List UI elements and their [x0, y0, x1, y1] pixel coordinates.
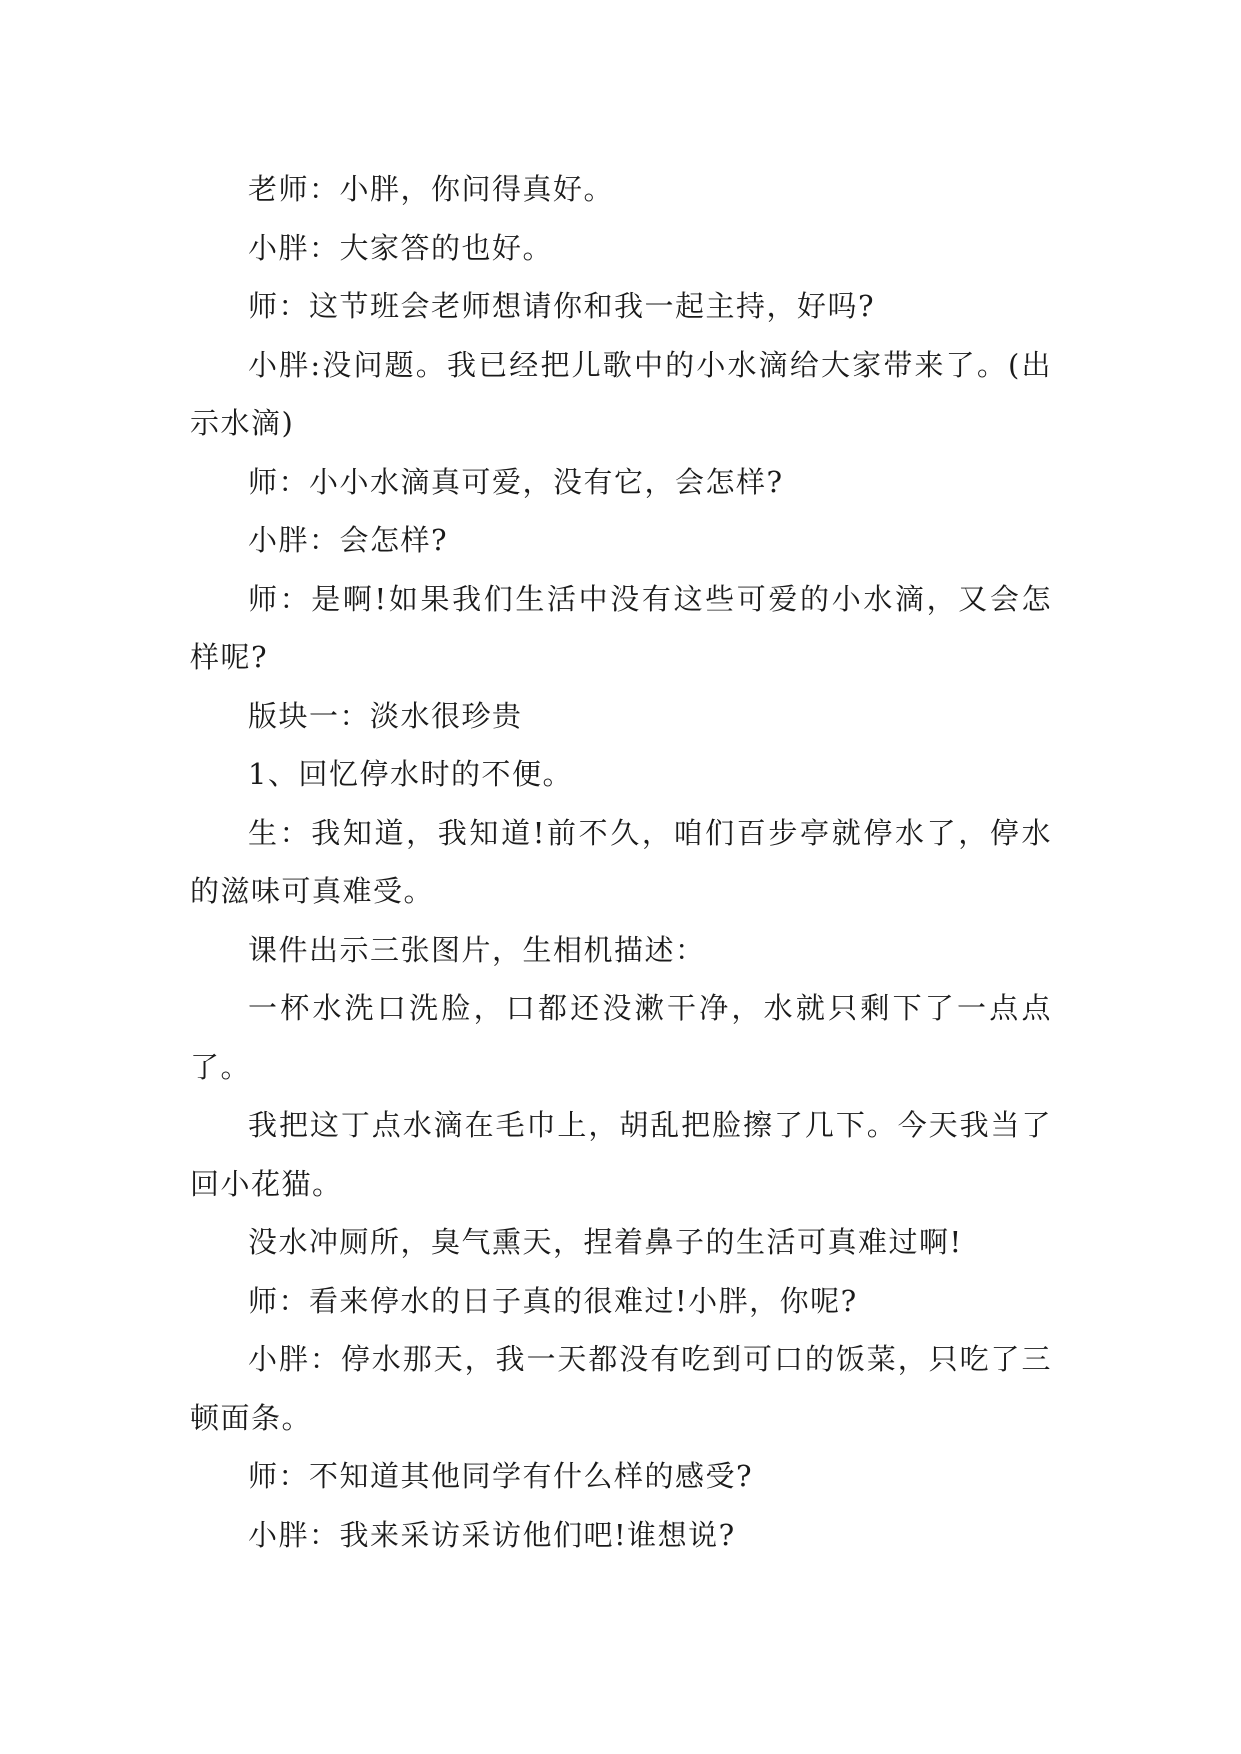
- paragraph: 小胖：大家答的也好。: [248, 230, 554, 265]
- paragraph: 我把这丁点水滴在毛巾上，胡乱把脸擦了几下。今天我当了回小花猫。: [190, 1108, 1052, 1201]
- paragraph: 师：不知道其他同学有什么样的感受?: [248, 1459, 754, 1493]
- paragraph: 小胖：我来采访采访他们吧!谁想说?: [248, 1517, 736, 1552]
- numbered-item: 1、回忆停水时的不便。: [248, 757, 573, 791]
- document-body: [190, 160, 1052, 1564]
- paragraph: 老师：小胖，你问得真好。: [248, 172, 615, 206]
- paragraph: 小胖：会怎样?: [248, 523, 449, 557]
- paragraph: 没水冲厕所，臭气熏天，捏着鼻子的生活可真难过啊!: [248, 1225, 963, 1259]
- paragraph: 师：看来停水的日子真的很难过!小胖，你呢?: [248, 1283, 858, 1318]
- paragraph: 课件出示三张图片，生相机描述：: [248, 932, 706, 967]
- paragraph: 小胖:没问题。我已经把儿歌中的小水滴给大家带来了。(出示水滴): [190, 347, 1052, 440]
- paragraph: 小胖：停水那天，我一天都没有吃到可口的饭菜，只吃了三顿面条。: [190, 1342, 1052, 1435]
- paragraph: 师：小小水滴真可爱，没有它，会怎样?: [248, 464, 784, 499]
- paragraph: 一杯水洗口洗脸，口都还没漱干净，水就只剩下了一点点了。: [190, 991, 1052, 1084]
- paragraph: 生：我知道，我知道!前不久，咱们百步亭就停水了，停水的滋味可真难受。: [190, 815, 1052, 908]
- paragraph: 师：这节班会老师想请你和我一起主持，好吗?: [248, 289, 876, 323]
- paragraph: 师：是啊!如果我们生活中没有这些可爱的小水滴，又会怎样呢?: [190, 581, 1052, 674]
- section-heading: 版块一：淡水很珍贵: [248, 698, 523, 733]
